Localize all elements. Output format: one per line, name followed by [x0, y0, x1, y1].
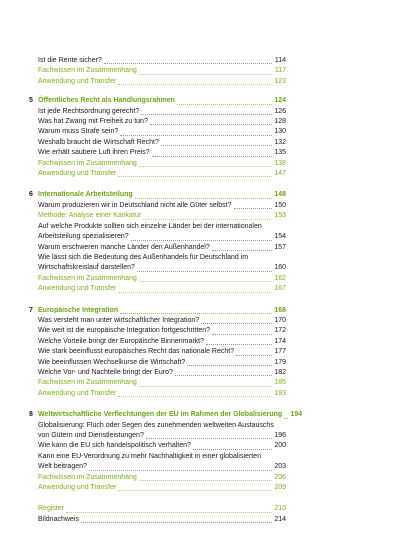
leader-dots: [81, 522, 272, 523]
toc-entry[interactable]: [29, 483, 286, 493]
toc-entry-page: 206: [274, 473, 286, 481]
toc-entry[interactable]: [29, 148, 286, 158]
toc-entry[interactable]: [29, 159, 286, 169]
toc-entry[interactable]: [29, 515, 286, 525]
toc-entry[interactable]: [29, 169, 286, 179]
toc-entry[interactable]: [29, 107, 286, 117]
toc-entry-page: 193: [274, 389, 286, 397]
toc-entry-title: Wie kann die EU sich handelspolitisch verhalten?: [38, 442, 191, 450]
leader-dots: [143, 219, 272, 220]
chapter-page: 194: [290, 411, 303, 419]
toc-entry-page: 130: [274, 128, 286, 136]
leader-dots: [161, 145, 272, 146]
toc-entry-title: Bildnachweis: [38, 515, 79, 523]
toc-entry-title: Arbeitsteilung spezialisieren?: [38, 233, 129, 241]
toc-entry-title: Was versteht man unter wirtschaftlicher Integration?: [38, 316, 200, 324]
toc-entry-page: 132: [274, 138, 286, 146]
leader-dots: [212, 334, 272, 335]
chapter-title: Internationale Arbeitsteilung: [38, 191, 133, 199]
toc-entry[interactable]: [29, 326, 286, 336]
toc-entry-title: Ist jede Rechtsordnung gerecht?: [38, 107, 140, 115]
leader-dots: [118, 176, 272, 177]
toc-entry[interactable]: [29, 431, 286, 441]
toc-entry[interactable]: [29, 138, 286, 148]
toc-entry-title: Anwendung und Transfer: [38, 484, 117, 492]
chapter-title: Europäische Integration: [38, 306, 119, 314]
toc-entry[interactable]: [29, 441, 286, 451]
toc-entry-page: 157: [274, 243, 286, 251]
toc-entry-page: 179: [274, 358, 286, 366]
toc-entry-line: Auf welche Produkte sollten sich einzelne Länder bei der internationalen: [38, 222, 262, 230]
chapter-number: 5: [29, 97, 33, 105]
toc-section: [29, 190, 286, 294]
toc-entry-page: 210: [274, 505, 286, 513]
leader-dots: [120, 313, 272, 314]
leader-dots: [284, 418, 288, 419]
toc-entry-page: 182: [274, 368, 286, 376]
toc-entry-page: 160: [274, 264, 286, 272]
toc-entry-page: 162: [274, 274, 286, 282]
leader-dots: [150, 124, 272, 125]
toc-section: [29, 96, 286, 179]
leader-dots: [236, 355, 272, 356]
toc-entry-page: 196: [274, 432, 286, 439]
leader-dots: [175, 375, 272, 376]
toc-entry-page: 177: [274, 348, 286, 356]
chapter-title: Weltwirtschaftliche Verflechtungen der EU im Rahmen der Globalisierung: [38, 411, 283, 419]
toc-entry-page: 200: [274, 442, 286, 450]
leader-dots: [120, 135, 272, 136]
leader-dots: [141, 114, 272, 115]
leader-dots: [206, 344, 272, 345]
toc-entry-page: 147: [274, 170, 286, 178]
leader-dots: [139, 74, 272, 75]
toc-entry-title: Wirtschaftskreislauf darstellen?: [38, 264, 135, 272]
toc-entry-title: Fachwissen im Zusammenhang: [38, 67, 137, 75]
leader-dots: [212, 250, 272, 251]
leader-dots: [146, 438, 272, 439]
toc-entry-page: 154: [274, 233, 286, 241]
leader-dots: [135, 198, 272, 199]
table-of-contents: [29, 56, 303, 536]
toc-entry-title: Wie erhält saubere Luft ihren Preis?: [38, 149, 150, 157]
chapter-number: 8: [29, 411, 33, 419]
toc-entry-title: Fachwissen im Zusammenhang: [38, 159, 137, 167]
toc-entry-title: Warum muss Strafe sein?: [38, 128, 119, 136]
leader-dots: [187, 365, 272, 366]
toc-entry-title: Welt beitragen?: [38, 463, 87, 471]
toc-entry[interactable]: [29, 243, 286, 253]
toc-entry-line: Globalisierung: Fluch oder Segen des zunehmenden weltweiten Austauschs: [38, 421, 274, 429]
toc-entry[interactable]: [29, 66, 286, 76]
toc-entry-page: 172: [274, 327, 286, 335]
toc-entry[interactable]: [29, 201, 286, 211]
leader-dots: [89, 470, 272, 471]
toc-entry[interactable]: [29, 316, 286, 326]
chapter-heading[interactable]: [29, 190, 286, 200]
toc-entry[interactable]: [29, 389, 286, 399]
chapter-page: 124: [274, 97, 286, 105]
leader-dots: [152, 156, 272, 157]
toc-entry[interactable]: [29, 347, 286, 357]
chapter-page: 148: [274, 191, 286, 199]
toc-entry-page: 138: [274, 159, 286, 167]
toc-entry-title: Welche Vor- und Nachteile bringt der Euro?: [38, 368, 173, 376]
toc-entry-title: Welche Vorteile bringt der Europäische Binnenmarkt?: [38, 337, 205, 345]
toc-entry[interactable]: [29, 211, 286, 221]
leader-dots: [118, 490, 272, 491]
chapter-heading[interactable]: [29, 410, 303, 420]
toc-entry-page: 135: [274, 149, 286, 157]
toc-entry-title: Fachwissen im Zusammenhang: [38, 274, 137, 282]
toc-entry-title: Methode: Analyse einer Karikatur: [38, 212, 142, 220]
toc-entry-page: 214: [274, 515, 286, 523]
toc-entry[interactable]: [29, 274, 286, 284]
toc-entry[interactable]: [29, 462, 286, 472]
leader-dots: [118, 396, 272, 397]
toc-entry-page: 128: [274, 118, 286, 126]
toc-entry-page: 209: [274, 484, 286, 492]
toc-entry[interactable]: [29, 473, 286, 483]
toc-entry[interactable]: [29, 263, 286, 273]
toc-entry-title: Fachwissen im Zusammenhang: [38, 473, 137, 481]
toc-entry-line: Kann eine EU-Verordnung zu mehr Nachhaltigkeit in einer globalisierten: [38, 452, 261, 460]
toc-entry-title: Wie beeinflussen Wechselkurse die Wirtschaft?: [38, 358, 186, 366]
toc-entry-title: Warum produzieren wir in Deutschland nicht alle Güter selbst?: [38, 201, 232, 209]
leader-dots: [118, 84, 272, 85]
toc-entry-title: Fachwissen im Zusammenhang: [38, 379, 137, 387]
toc-section: [29, 504, 286, 525]
toc-entry-title: Anwendung und Transfer: [38, 285, 117, 293]
leader-dots: [137, 271, 272, 272]
toc-entry[interactable]: [29, 337, 286, 347]
toc-section: [29, 56, 286, 87]
toc-entry[interactable]: [29, 284, 286, 294]
leader-dots: [139, 386, 272, 387]
toc-entry-page: 150: [274, 201, 286, 209]
toc-entry-title: Wie weit ist die europäische Integration fortgeschritten?: [38, 327, 210, 335]
toc-entry-title: Wie stark beeinflusst europäisches Recht das nationale Recht?: [38, 348, 235, 356]
toc-entry-page: 117: [274, 67, 286, 75]
toc-entry-page: 185: [274, 379, 286, 387]
toc-entry-title: Weshalb braucht die Wirtschaft Recht?: [38, 138, 159, 146]
toc-entry-title: Register: [38, 505, 65, 513]
toc-section: [29, 410, 303, 493]
toc-entry-title: Anwendung und Transfer: [38, 170, 117, 178]
toc-entry-title: Was hat Zwang mit Freiheit zu tun?: [38, 118, 148, 126]
toc-entry[interactable]: [29, 77, 286, 87]
toc-entry[interactable]: [29, 368, 286, 378]
toc-entry-title: Warum erschweren manche Länder den Außenhandel?: [38, 243, 210, 251]
chapter-number: 6: [29, 191, 33, 199]
chapter-number: 7: [29, 306, 33, 314]
toc-entry-title: Ist die Rente sicher?: [38, 57, 102, 64]
toc-entry-title: Anwendung und Transfer: [38, 77, 117, 85]
toc-entry-page: 203: [274, 463, 286, 471]
leader-dots: [177, 104, 272, 105]
leader-dots: [131, 240, 272, 241]
toc-entry[interactable]: [29, 358, 286, 368]
leader-dots: [139, 166, 272, 167]
chapter-page: 168: [274, 306, 286, 314]
chapter-heading[interactable]: [29, 306, 286, 316]
toc-entry-page: 114: [274, 57, 286, 64]
toc-entry[interactable]: [29, 232, 286, 242]
toc-entry[interactable]: [29, 127, 286, 137]
leader-dots: [234, 208, 273, 209]
leader-dots: [201, 323, 272, 324]
leader-dots: [139, 480, 272, 481]
toc-entry-title: Anwendung und Transfer: [38, 389, 117, 397]
toc-entry-page: 126: [274, 107, 286, 115]
toc-entry[interactable]: [29, 117, 286, 127]
toc-entry-page: 123: [274, 77, 286, 85]
toc-entry[interactable]: [29, 378, 286, 388]
toc-entry[interactable]: [29, 504, 286, 514]
leader-dots: [139, 281, 272, 282]
toc-entry-page: 167: [274, 285, 286, 293]
leader-dots: [66, 512, 272, 513]
toc-entry[interactable]: [29, 56, 286, 66]
toc-entry-line: Wie lässt sich die Bedeutung des Außenhandels für Deutschland im: [38, 253, 249, 261]
chapter-heading[interactable]: [29, 96, 286, 106]
toc-entry-page: 153: [274, 212, 286, 220]
chapter-title: Öffentliches Recht als Handlungsrahmen: [38, 97, 175, 105]
toc-entry-page: 170: [274, 316, 286, 324]
toc-section: [29, 306, 286, 400]
toc-entry-title: von Gütern und Dienstleistungen?: [38, 432, 144, 439]
leader-dots: [104, 63, 272, 64]
leader-dots: [193, 449, 272, 450]
leader-dots: [118, 292, 272, 293]
toc-entry-page: 174: [274, 337, 286, 345]
